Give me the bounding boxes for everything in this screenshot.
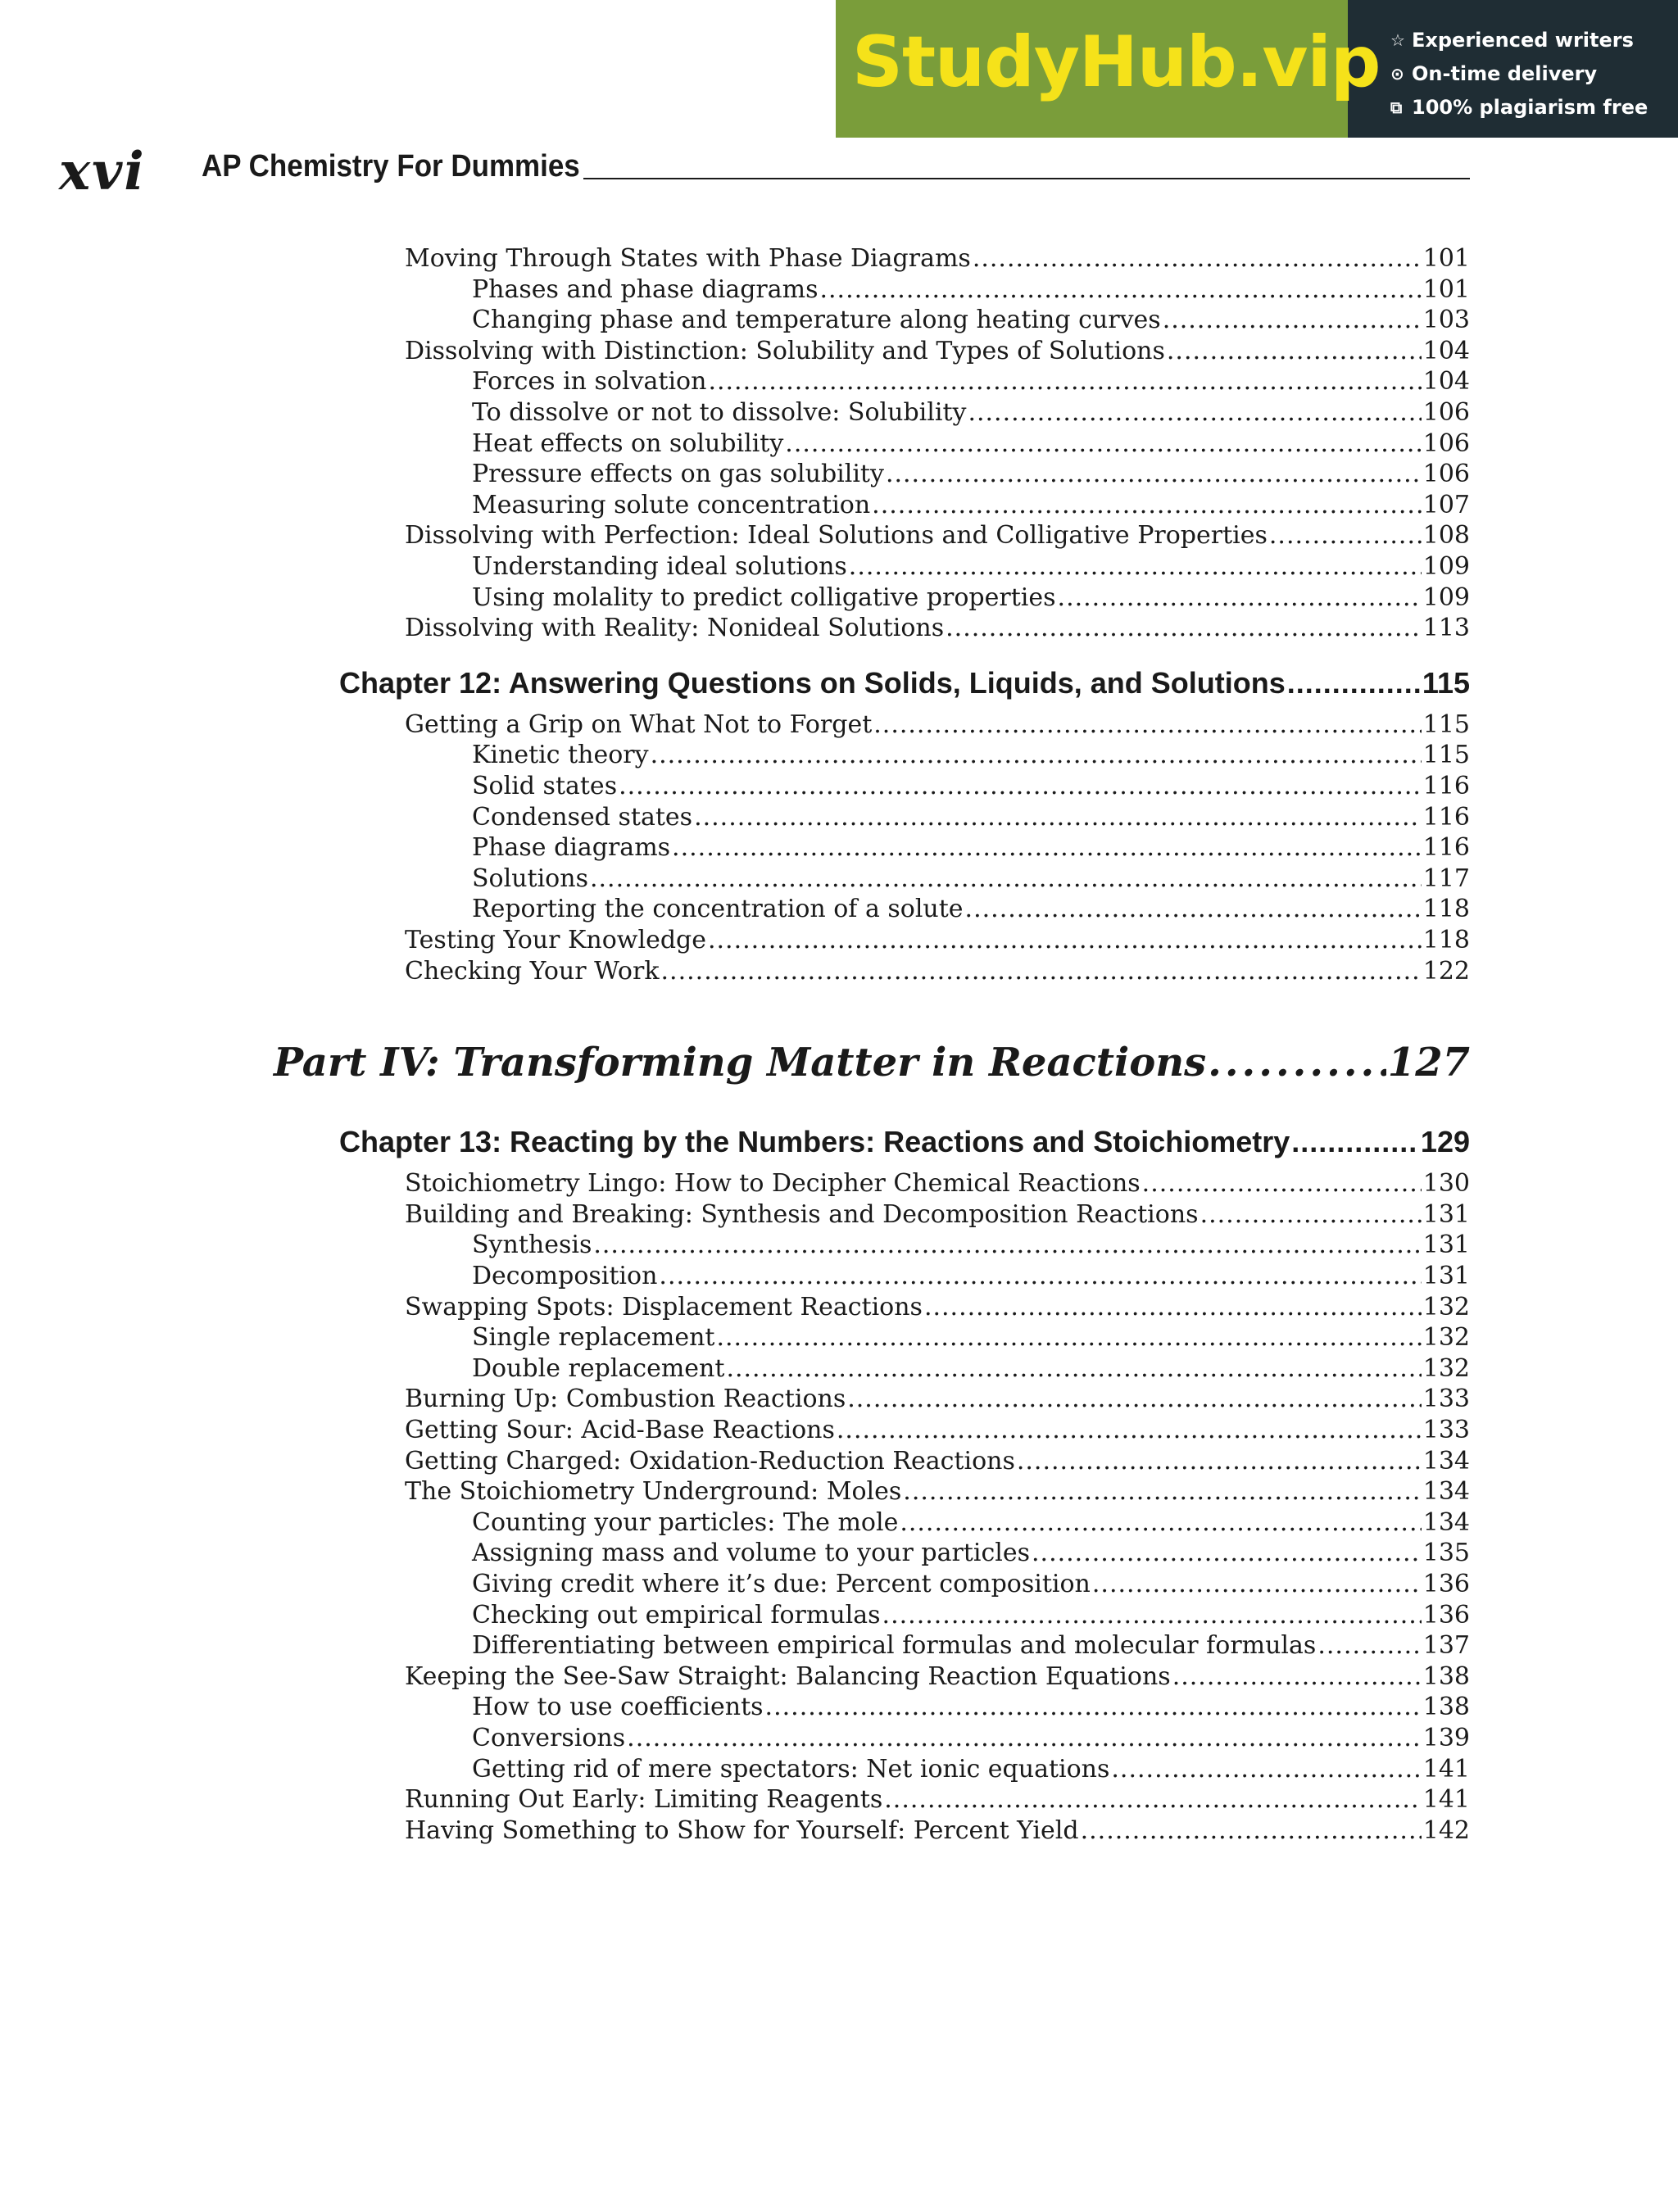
- toc-section: [405, 244, 1470, 273]
- dot-leader: [1058, 583, 1422, 612]
- toc-entry-page: 115: [1422, 741, 1470, 770]
- toc-entry-title: Forces in solvation: [472, 367, 707, 397]
- dot-leader: [1092, 1570, 1422, 1598]
- toc-chapter: [339, 666, 1470, 700]
- toc-subsection: [472, 1262, 1470, 1290]
- toc-entry-title: Having Something to Show for Yourself: Percent Yield: [405, 1815, 1079, 1845]
- toc-entry-title: Getting Charged: Oxidation-Reduction Reactions: [405, 1446, 1015, 1475]
- toc-entry-page: 127: [1387, 1040, 1470, 1086]
- toc-entry-title: Assigning mass and volume to your particles: [472, 1539, 1030, 1568]
- toc-entry-title: Running Out Early: Limiting Reagents: [405, 1785, 883, 1815]
- toc-entry-page: 129: [1420, 1125, 1470, 1159]
- toc-entry-page: 134: [1422, 1507, 1470, 1537]
- toc-entry-title: Part IV: Transforming Matter in Reactions: [274, 1040, 1207, 1086]
- toc-entry-page: 139: [1422, 1724, 1470, 1752]
- toc-entry-page: 136: [1422, 1570, 1470, 1598]
- toc-entry-title: Moving Through States with Phase Diagrams: [405, 244, 971, 273]
- toc-entry-title: Testing Your Knowledge: [405, 926, 706, 954]
- toc-entry-page: 106: [1422, 428, 1470, 458]
- toc-section: [405, 521, 1470, 550]
- copy-icon: ⧉: [1390, 97, 1403, 117]
- toc-entry-page: 115: [1422, 709, 1470, 739]
- dot-leader: [785, 429, 1421, 458]
- toc-entry-page: 107: [1422, 490, 1470, 519]
- toc-entry-page: 132: [1422, 1292, 1470, 1321]
- toc-entry-title: Dissolving with Reality: Nonideal Solutions: [405, 614, 945, 643]
- toc-section: [405, 1816, 1470, 1845]
- dot-leader: [965, 895, 1422, 923]
- dot-leader: [708, 926, 1422, 954]
- toc-entry-title: Condensed states: [472, 802, 693, 832]
- dot-leader: [1172, 1662, 1422, 1691]
- toc-entry-title: Counting your particles: The mole: [472, 1507, 899, 1537]
- toc-subsection: [472, 491, 1470, 519]
- banner-logo-area: [836, 0, 1381, 138]
- clock-icon: ⊙: [1390, 63, 1404, 84]
- toc-subsection: [472, 803, 1470, 832]
- dot-leader: [946, 614, 1422, 642]
- dot-leader: [651, 741, 1422, 769]
- toc-entry-page: 137: [1422, 1631, 1470, 1661]
- ad-banner[interactable]: [836, 0, 1678, 138]
- dot-leader: [1317, 1631, 1421, 1660]
- banner-logo: StudyHub.vip: [852, 21, 1381, 103]
- toc-entry-page: 118: [1422, 926, 1470, 954]
- toc-entry-page: 116: [1422, 833, 1470, 863]
- toc-entry-title: Building and Breaking: Synthesis and Decomposition Reactions: [405, 1199, 1199, 1229]
- dot-leader: [619, 772, 1422, 800]
- banner-feature-label: Experienced writers: [1412, 28, 1634, 52]
- toc-entry-page: 113: [1422, 614, 1470, 643]
- dot-leader: [886, 460, 1422, 488]
- dot-leader: [593, 1231, 1421, 1259]
- dot-leader: [847, 1385, 1422, 1413]
- toc-entry-page: 104: [1422, 336, 1470, 365]
- toc-entry-title: Conversions: [472, 1724, 626, 1752]
- dot-leader: [694, 803, 1422, 832]
- dot-leader: [1167, 337, 1422, 365]
- toc-section: [405, 1447, 1470, 1475]
- toc-subsection: [472, 772, 1470, 800]
- toc-subsection: [472, 1354, 1470, 1383]
- toc-entry-title: Dissolving with Perfection: Ideal Solutions and Colligative Properties: [405, 521, 1268, 551]
- toc-entry-title: Stoichiometry Lingo: How to Decipher Chemical Reactions: [405, 1169, 1141, 1199]
- toc-section: [405, 1477, 1470, 1506]
- dot-leader: [1032, 1539, 1422, 1567]
- toc-entry-title: Chapter 13: Reacting by the Numbers: Reactions and Stoichiometry: [339, 1125, 1290, 1159]
- toc-subsection: [472, 895, 1470, 923]
- toc-subsection: [472, 1601, 1470, 1630]
- toc-subsection: [472, 552, 1470, 581]
- toc-subsection: [472, 1570, 1470, 1598]
- toc-subsection: [472, 1323, 1470, 1352]
- banner-feature: [1348, 57, 1678, 90]
- dot-leader: [1111, 1755, 1421, 1784]
- book-title: AP Chemistry For Dummies: [202, 149, 580, 184]
- toc-entry-page: 135: [1422, 1539, 1470, 1568]
- toc-entry-page: 132: [1422, 1353, 1470, 1383]
- toc-entry-title: Keeping the See-Saw Straight: Balancing Reaction Equations: [405, 1661, 1171, 1691]
- toc-subsection: [472, 1755, 1470, 1784]
- toc-subsection: [472, 460, 1470, 488]
- toc-subsection: [472, 1724, 1470, 1752]
- dot-leader: [903, 1477, 1421, 1506]
- toc-subsection: [472, 864, 1470, 893]
- toc-entry-page: 130: [1422, 1169, 1470, 1199]
- banner-feature: [1348, 23, 1678, 57]
- dot-leader: [590, 864, 1422, 893]
- dot-leader: [884, 1785, 1421, 1814]
- banner-feature-label: On-time delivery: [1412, 61, 1598, 85]
- dot-leader: [708, 367, 1421, 396]
- toc-entry-title: Getting rid of mere spectators: Net ionic equations: [472, 1754, 1110, 1784]
- toc-entry-title: Synthesis: [472, 1231, 592, 1260]
- toc-section: [405, 1293, 1470, 1321]
- toc-subsection: [472, 1539, 1470, 1567]
- toc-entry-page: 104: [1422, 367, 1470, 397]
- toc-entry-page: 116: [1422, 772, 1470, 800]
- toc-entry-title: Kinetic theory: [472, 741, 649, 770]
- toc-entry-title: Checking Your Work: [405, 956, 660, 986]
- toc-entry-title: Solutions: [472, 863, 588, 893]
- toc-subsection: [472, 275, 1470, 304]
- dot-leader: [1163, 306, 1422, 334]
- toc-entry-title: Swapping Spots: Displacement Reactions: [405, 1292, 923, 1321]
- star-icon: ☆: [1390, 29, 1405, 50]
- header-rule: [583, 178, 1470, 179]
- toc-entry-title: Checking out empirical formulas: [472, 1600, 881, 1630]
- toc-entry-page: 136: [1422, 1600, 1470, 1630]
- toc-section: [405, 1785, 1470, 1814]
- dot-leader: [1200, 1200, 1422, 1229]
- dot-leader: [1208, 1040, 1386, 1086]
- toc-section: [405, 1416, 1470, 1444]
- dot-leader: [726, 1354, 1421, 1383]
- toc-entry-page: 117: [1422, 863, 1470, 893]
- toc-entry-title: Burning Up: Combustion Reactions: [405, 1385, 846, 1414]
- toc-section: [405, 337, 1470, 365]
- toc-entry-page: 131: [1422, 1231, 1470, 1260]
- toc-section: [405, 1200, 1470, 1229]
- page-number: xvi: [59, 141, 146, 202]
- dot-leader: [1142, 1169, 1422, 1198]
- toc-entry-page: 122: [1422, 956, 1470, 986]
- toc-entry-title: Using molality to predict colligative properties: [472, 582, 1056, 612]
- toc-section: [405, 710, 1470, 739]
- toc-subsection: [472, 1508, 1470, 1537]
- toc-entry-page: 132: [1422, 1323, 1470, 1353]
- toc-entry-page: 138: [1422, 1693, 1470, 1722]
- dot-leader: [873, 710, 1421, 739]
- toc-part: [274, 1040, 1470, 1086]
- toc-section: [405, 957, 1470, 986]
- toc-entry-title: Chapter 12: Answering Questions on Solids, Liquids, and Solutions: [339, 665, 1286, 700]
- toc-entry-title: Pressure effects on gas solubility: [472, 460, 884, 489]
- toc-entry-title: Measuring solute concentration: [472, 490, 871, 519]
- toc-subsection: [472, 1631, 1470, 1660]
- toc-entry-title: Understanding ideal solutions: [472, 552, 847, 581]
- toc-entry-title: To dissolve or not to dissolve: Solubility: [472, 398, 967, 427]
- toc-subsection: [472, 398, 1470, 427]
- dot-leader: [765, 1693, 1422, 1721]
- dot-leader: [837, 1416, 1422, 1444]
- dot-leader: [1291, 1125, 1419, 1159]
- toc-subsection: [472, 833, 1470, 862]
- toc-entry-title: Getting a Grip on What Not to Forget: [405, 709, 873, 739]
- banner-feature-label: 100% plagiarism free: [1412, 95, 1649, 119]
- toc-subsection: [472, 367, 1470, 396]
- dot-leader: [627, 1724, 1422, 1752]
- dot-leader: [849, 552, 1422, 581]
- toc-subsection: [472, 583, 1470, 612]
- toc-entry-page: 134: [1422, 1446, 1470, 1475]
- toc-entry-title: Decomposition: [472, 1262, 658, 1290]
- dot-leader: [819, 275, 1421, 304]
- toc-section: [405, 1662, 1470, 1691]
- toc-section: [405, 1169, 1470, 1198]
- dot-leader: [900, 1508, 1421, 1537]
- toc-entry-title: Heat effects on solubility: [472, 428, 784, 458]
- toc-entry-page: 141: [1422, 1785, 1470, 1815]
- dot-leader: [872, 491, 1422, 519]
- dot-leader: [968, 398, 1421, 427]
- dot-leader: [659, 1262, 1421, 1290]
- toc-entry-page: 131: [1422, 1262, 1470, 1290]
- dot-leader: [882, 1601, 1422, 1630]
- dot-leader: [716, 1323, 1421, 1352]
- dot-leader: [1269, 521, 1422, 550]
- dot-leader: [661, 957, 1422, 986]
- toc-chapter: [339, 1125, 1470, 1159]
- toc-section: [405, 1385, 1470, 1413]
- toc-entry-page: 115: [1422, 665, 1470, 700]
- toc-entry-page: 108: [1422, 521, 1470, 551]
- toc-subsection: [472, 429, 1470, 458]
- toc-subsection: [472, 1693, 1470, 1721]
- toc-entry-title: Double replacement: [472, 1353, 725, 1383]
- toc-entry-title: Changing phase and temperature along heating curves: [472, 306, 1161, 335]
- toc-entry-page: 116: [1422, 802, 1470, 832]
- dot-leader: [973, 244, 1422, 273]
- dot-leader: [672, 833, 1422, 862]
- toc-entry-page: 138: [1422, 1661, 1470, 1691]
- toc-entry-title: The Stoichiometry Underground: Moles: [405, 1477, 902, 1507]
- toc-entry-title: Giving credit where it’s due: Percent composition: [472, 1570, 1091, 1598]
- toc-entry-page: 106: [1422, 398, 1470, 427]
- toc-entry-page: 101: [1422, 274, 1470, 304]
- toc-subsection: [472, 306, 1470, 334]
- toc-subsection: [472, 1231, 1470, 1259]
- toc-entry-page: 101: [1422, 244, 1470, 273]
- toc-entry-page: 106: [1422, 460, 1470, 489]
- toc-entry-title: Dissolving with Distinction: Solubility and Types of Solutions: [405, 336, 1165, 365]
- toc-entry-title: Getting Sour: Acid-Base Reactions: [405, 1416, 835, 1444]
- toc-entry-title: Solid states: [472, 772, 618, 800]
- toc-entry-page: 118: [1422, 895, 1470, 924]
- dot-leader: [924, 1293, 1422, 1321]
- toc-entry-page: 131: [1422, 1199, 1470, 1229]
- banner-features: [1348, 0, 1678, 138]
- toc-entry-title: Single replacement: [472, 1323, 715, 1353]
- toc-entry-page: 141: [1422, 1754, 1470, 1784]
- dot-leader: [1017, 1447, 1422, 1475]
- banner-feature: [1348, 90, 1678, 124]
- toc-entry-title: Phases and phase diagrams: [472, 274, 819, 304]
- toc-subsection: [472, 741, 1470, 769]
- toc-section: [405, 926, 1470, 954]
- toc-entry-page: 133: [1422, 1416, 1470, 1444]
- toc-entry-page: 142: [1422, 1815, 1470, 1845]
- toc-entry-title: How to use coefficients: [472, 1693, 764, 1722]
- dot-leader: [1081, 1816, 1422, 1845]
- toc-entry-title: Reporting the concentration of a solute: [472, 895, 964, 924]
- dot-leader: [1287, 666, 1421, 700]
- toc-entry-page: 134: [1422, 1477, 1470, 1507]
- toc-entry-title: Phase diagrams: [472, 833, 671, 863]
- toc-entry-page: 133: [1422, 1385, 1470, 1414]
- toc-entry-title: Differentiating between empirical formulas and molecular formulas: [472, 1631, 1317, 1661]
- toc-entry-page: 109: [1422, 582, 1470, 612]
- toc-entry-page: 103: [1422, 306, 1470, 335]
- toc-entry-page: 109: [1422, 552, 1470, 581]
- toc-section: [405, 614, 1470, 642]
